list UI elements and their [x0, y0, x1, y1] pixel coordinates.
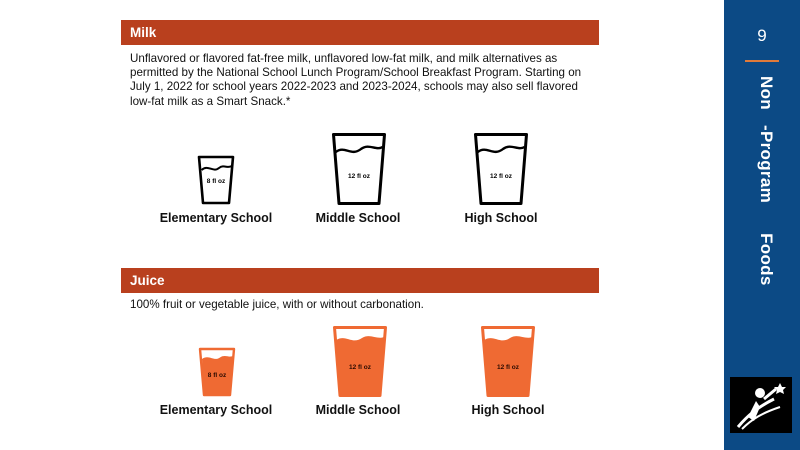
- milk-cup-icon: [473, 132, 529, 206]
- sidebar-title: Non -Program Foods: [757, 76, 776, 286]
- juice-cup-size-label: 12 fl oz: [348, 364, 372, 371]
- logo-icon: [730, 377, 792, 433]
- milk-caption-elementary: Elementary School: [159, 211, 273, 225]
- juice-section-header: [121, 268, 599, 293]
- juice-cup-icon: [480, 325, 536, 398]
- milk-cup-icon: [331, 132, 387, 206]
- page-number-rule: [745, 60, 779, 62]
- juice-heading: Juice: [130, 273, 165, 288]
- juice-cup-icon: [198, 347, 236, 397]
- milk-heading: Milk: [130, 25, 157, 40]
- juice-caption-middle: Middle School: [315, 403, 401, 417]
- juice-caption-high: High School: [471, 403, 545, 417]
- milk-description: Unflavored or flavored fat-free milk, unflavored low-fat milk, and milk alternatives as permitted by the National School Lunch Program/School Breakfast Program. Starting on July 1, 2022 for school years 2022-2023 and 2023-2024, schools may also sell flavored low-fat milk as a Smart Snack.*: [130, 52, 582, 108]
- juice-cup-size-label: 8 fl oz: [207, 372, 227, 379]
- milk-cup-size-label: 12 fl oz: [489, 173, 513, 180]
- page-number: 9: [757, 26, 767, 45]
- milk-caption-high: High School: [464, 211, 538, 225]
- sidebar: [724, 0, 800, 450]
- juice-caption-elementary: Elementary School: [159, 403, 273, 417]
- juice-cup-icon: [332, 325, 388, 398]
- juice-description: 100% fruit or vegetable juice, with or without carbonation.: [130, 298, 424, 311]
- milk-section-header: [121, 20, 599, 45]
- milk-cup-size-label: 8 fl oz: [206, 178, 226, 185]
- milk-cup-size-label: 12 fl oz: [347, 173, 371, 180]
- juice-cup-size-label: 12 fl oz: [496, 364, 520, 371]
- milk-cup-icon: [197, 155, 235, 205]
- milk-caption-middle: Middle School: [315, 211, 401, 225]
